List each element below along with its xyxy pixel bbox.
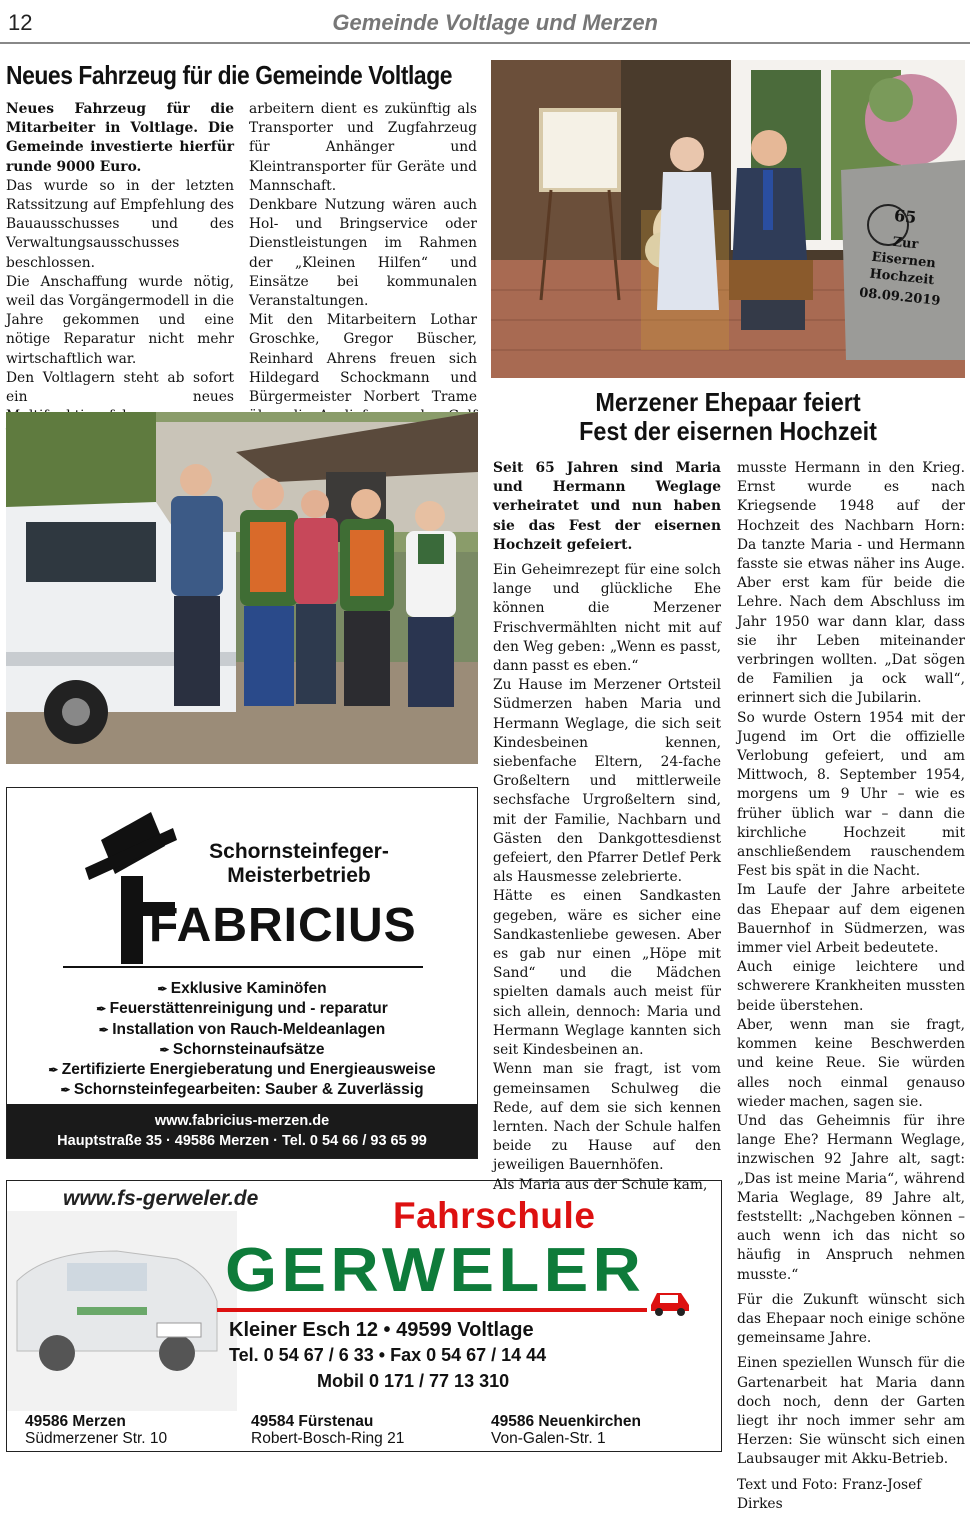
service-item: ✒ Installation von Rauch-Meldeanlagen [7,1020,477,1040]
car-icon [647,1283,693,1317]
article1-column-1 [6,100,234,446]
article1-paragraph: Das wurde so in der letzten Ratssitzung auf Empfehlung des Bauausschusses und des Verwaltungsausschusses beschlossen. [6,177,234,271]
article2-paragraph: Aber, wenn man sie fragt, kommen keine Beschwerden und keine Reue. Sie würden alles noch einmal genauso wieder machen, sagen sie. [737,1016,965,1110]
article2-paragraph: musste Hermann in den Krieg. Ernst wurde es nach Kriegsende 1948 auf der Hochzeit des Nachbarn Horn: Da tanzte Maria - und Hermann fasste sie etwas näher ins Auge. Aber erst kam für beide die Lehre. Nach dem Abschluss im Jahr 1950 war dann klar, dass sie ihr Leben miteinander verbringen wollten. „Dat sögen de Familien ja ock wall“, erinnert sich die Jubilarin. [737,460,965,707]
article1-paragraph: arbeitern dient es zukünftig als Transporter und Zugfahrzeug für Anhänger und Kleintransporter für Geräte und Mannschaft. [249,101,477,194]
fabricius-services-list [7,979,477,1101]
gerweler-brand: GERWELER [225,1236,646,1305]
branch-city: 49584 Fürstenau [251,1413,374,1430]
article1-paragraph: Die Anschaffung wurde nötig, weil das Vorgängermodell in die Jahre gekommen und eine nötige Reparatur nicht mehr wirtschaftlich war. [6,273,234,367]
article2-paragraph: Auch einige leichtere und schwerere Krankheiten mussten beide überstehen. [737,959,965,1014]
divider [217,1308,647,1312]
branch-neuenkirchen [491,1413,641,1447]
article2-paragraph: Zu Hause im Merzener Ortsteil Südmerzen haben Maria und Hermann Weglage, die sich seit Kindesbeinen kennen, siebenfache Eltern, 24-fache Großeltern und mittlerweile sechsfache Urgroßeltern sind, mit der Familie, Nachbarn und Gästen den Dankgottesdienst gefeiert, den Pfarrer Detlef Perk als Hausmesse zelebrierte. [493,677,721,886]
fabricius-brand: FABRICIUS [149,899,417,952]
article1-paragraph: Mit den Mitarbeitern Lothar Groschke, Gregor Büscher, Reinhard Ahrens freuen sich Hildegard Schockmann und Bürgermeister Norbert Trame [249,312,477,406]
service-item: ✒ Exklusive Kaminöfen [7,979,477,999]
service-item: ✒ Feuerstättenreinigung und - reparatur [7,999,477,1019]
anniversary-sign-line: Zur [891,234,920,253]
branch-merzen [25,1413,167,1447]
service-item: ✒ Schornsteinfegearbeiten: Sauber & Zuverlässig [7,1080,477,1100]
branch-street: Südmerzener Str. 10 [25,1430,168,1447]
gerweler-mobile: Mobil 0 171 / 77 13 310 [317,1371,510,1391]
article1-paragraph: Den Voltlagern steht ab sofort ein neues [6,369,234,406]
article1-lead: Neues Fahrzeug für die Mitarbeiter in Voltlage. Die Gemeinde investierte hierfür runde 9000 Euro. [6,101,234,175]
gerweler-address: Kleiner Esch 12 • 49599 Voltlage [229,1319,534,1341]
page-number: 12 [8,10,33,35]
fabricius-advertisement[interactable] [6,787,478,1159]
article2-headline-line: Fest der eisernen Hochzeit [579,416,877,446]
fabricius-contact-bar [7,1104,477,1158]
service-item: ✒ Schornsteinaufsätze [7,1040,477,1060]
article2-paragraph: Und das Geheimnis für ihre lange Ehe? Hermann Weglage, inzwischen 92 Jahre alt, sagt: „Das ist meine Maria“, während Maria Weglage, 89 Jahre alt, feststellt: „Nachgeben können – auch wenn ich das nicht so häufig in Anspruch nehmen musste.“ [737,1112,965,1283]
branch-fuerstenau [251,1413,404,1447]
article2-lead: Seit 65 Jahren sind Maria und Hermann Weglage verheiratet und nun haben sie das Fest der eisernen Hochzeit gefeiert. [493,460,721,553]
gerweler-phone: Tel. 0 54 67 / 6 33 • Fax 0 54 67 / 14 44 [229,1345,547,1365]
article2-column-2 [737,459,965,1514]
article2-paragraph: Ein Geheimrezept für eine solch lange und glückliche Ehe können die Merzener Frischvermählten nicht mit auf den Weg geben: „Wenn es passt, dann passt es eben.“ [493,562,721,675]
anniversary-sign-number: 65 [893,205,918,228]
driving-school-cars-image [7,1211,237,1411]
anniversary-sign [838,202,970,312]
article2-paragraph: Als Maria aus der Schule kam, [493,1176,708,1193]
fabricius-website-link[interactable]: www.fabricius-merzen.de [154,1113,330,1129]
article2-paragraph: Wenn man sie fragt, ist vom gemeinsamen Schulweg die Rede, auf dem sie sich kennen lernten. Nach der Schule halfen beide zu Hause auf den jeweiligen Bauernhöfen. [493,1061,721,1174]
branch-city: 49586 Merzen [25,1413,126,1430]
anniversary-sign-date: 08.09.2019 [858,285,942,309]
couple-photo [491,60,965,378]
service-item: ✒ Zertifizierte Energieberatung und Energieausweise [7,1060,477,1080]
gerweler-title: Fahrschule [393,1195,596,1236]
anniversary-sign-line: Eisernen [870,249,937,272]
article2-headline [515,388,942,446]
fabricius-subtitle: Schornsteinfeger- Meisterbetrieb [209,840,389,887]
article1-paragraph: Denkbare Nutzung wären auch Hol- und Bringservice oder Dienstleistungen im Rahmen der „Kleinen Hilfen“ und Einsätze bei kommunalen Veranstaltungen. [249,197,477,310]
page-header [0,0,970,44]
photo-credit: Text und Foto: Franz-Josef Dirkes [737,1476,922,1512]
article2-paragraph: Für die Zukunft wünscht sich das Ehepaar noch einige schöne gemeinsame Jahre. [737,1291,965,1347]
section-title: Gemeinde Voltlage und Merzen [332,10,658,35]
article2-column-1 [493,459,721,1195]
vehicle-photo [6,412,478,764]
gerweler-website-link[interactable]: www.fs-gerweler.de [63,1187,259,1210]
article1-column-2 [249,100,477,446]
anniversary-sign-line: Hochzeit [868,266,935,289]
fabricius-address: Hauptstraße 35 · 49586 Merzen · Tel. 0 54 66 / 93 65 99 [57,1133,427,1149]
branch-street: Robert-Bosch-Ring 21 [251,1430,405,1447]
article2-headline-line: Merzener Ehepaar feiert [595,387,861,417]
branch-street: Von-Galen-Str. 1 [491,1430,606,1447]
article2-paragraph: Im Laufe der Jahre arbeitete das Ehepaar auf dem eigenen Bauernhof in Südmerzen, was immer viel Arbeit bedeutete. [737,882,965,957]
article2-paragraph: Hätte es einen Sandkasten gegeben, wäre es sicher eine Sandkastenliebe gewesen. Aber es gab nur einen „Höpe mit Sand“ und die Mädchen spielten damals auch meist für sich allein, dennoch: Maria und Hermann Weglage kannten sich seit Kindesbeinen an. [493,888,721,1059]
vehicle-photo-illustration [6,412,478,764]
divider [63,966,423,968]
gerweler-advertisement[interactable] [6,1180,722,1452]
article1-headline: Neues Fahrzeug für die Gemeinde Voltlage [6,60,453,90]
branch-city: 49586 Neuenkirchen [491,1413,641,1430]
article2-paragraph: Einen speziellen Wunsch für die Gartenarbeit hat Maria dann doch noch, denn der Garten liegt ihr noch immer sehr am Herzen: Sie wünscht sich einen Laubsauger mit Akku-Betrieb. [737,1355,965,1468]
article2-paragraph: So wurde Ostern 1954 mit der Jugend im Ort die offizielle Verlobung gefeiert, und am Mittwoch, 8. September 1954, morgens um 9 Uhr – wie es früher üblich war – dann die kirchliche Hochzeit mit anschließendem rauschendem Fest bis spät in die Nacht. [737,709,965,880]
